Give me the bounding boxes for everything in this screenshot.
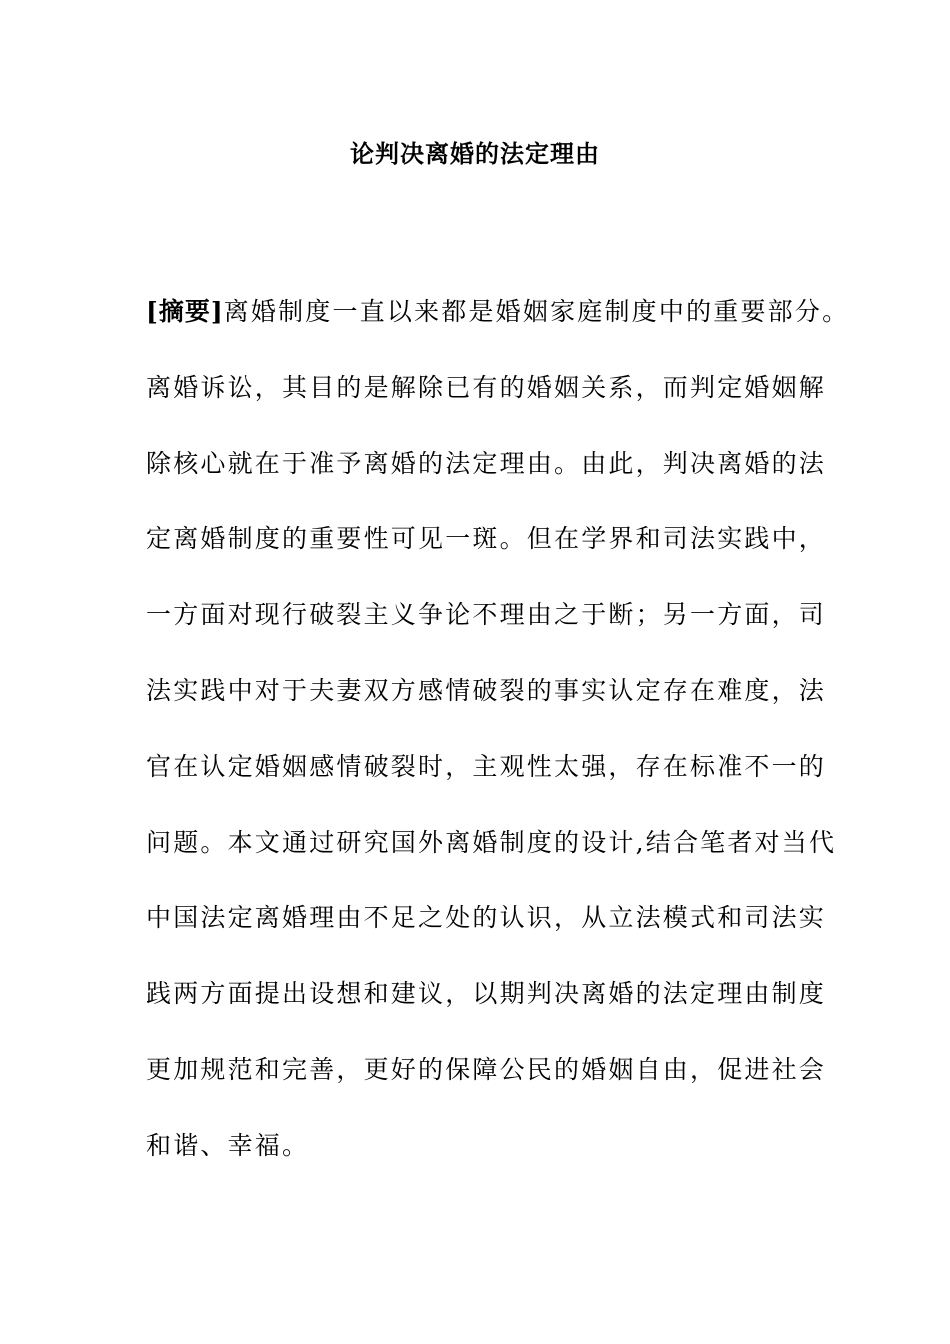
abstract-line: 践两方面提出设想和建议，以期判决离婚的法定理由制度 [146, 979, 827, 1009]
page-title: 论判决离婚的法定理由 [350, 140, 600, 168]
abstract-line: 一方面对现行破裂主义争论不理由之于断；另一方面，司 [146, 600, 827, 630]
abstract-line [146, 292, 850, 368]
abstract-line: 中国法定离婚理由不足之处的认识，从立法模式和司法实 [146, 903, 827, 933]
abstract-line: 更加规范和完善，更好的保障公民的婚姻自由，促进社会 [146, 1054, 827, 1084]
abstract-line: 离婚诉讼，其目的是解除已有的婚姻关系，而判定婚姻解 [146, 372, 827, 402]
abstract-label: [摘要] [146, 297, 224, 326]
abstract-line-text: 离婚制度一直以来都是婚姻家庭制度中的重要部分。 [223, 297, 850, 326]
abstract-line: 问题。本文通过研究国外离婚制度的设计,结合笔者对当代 [146, 827, 837, 857]
abstract-line: 和谐、幸福。 [146, 1130, 310, 1160]
abstract-paragraph [146, 292, 850, 1202]
abstract-line: 官在认定婚姻感情破裂时，主观性太强，存在标准不一的 [146, 751, 827, 781]
abstract-line: 除核心就在于准予离婚的法定理由。由此，判决离婚的法 [146, 448, 827, 478]
abstract-line: 定离婚制度的重要性可见一斑。但在学界和司法实践中， [146, 524, 827, 554]
abstract-line: 法实践中对于夫妻双方感情破裂的事实认定存在难度，法 [146, 675, 827, 705]
